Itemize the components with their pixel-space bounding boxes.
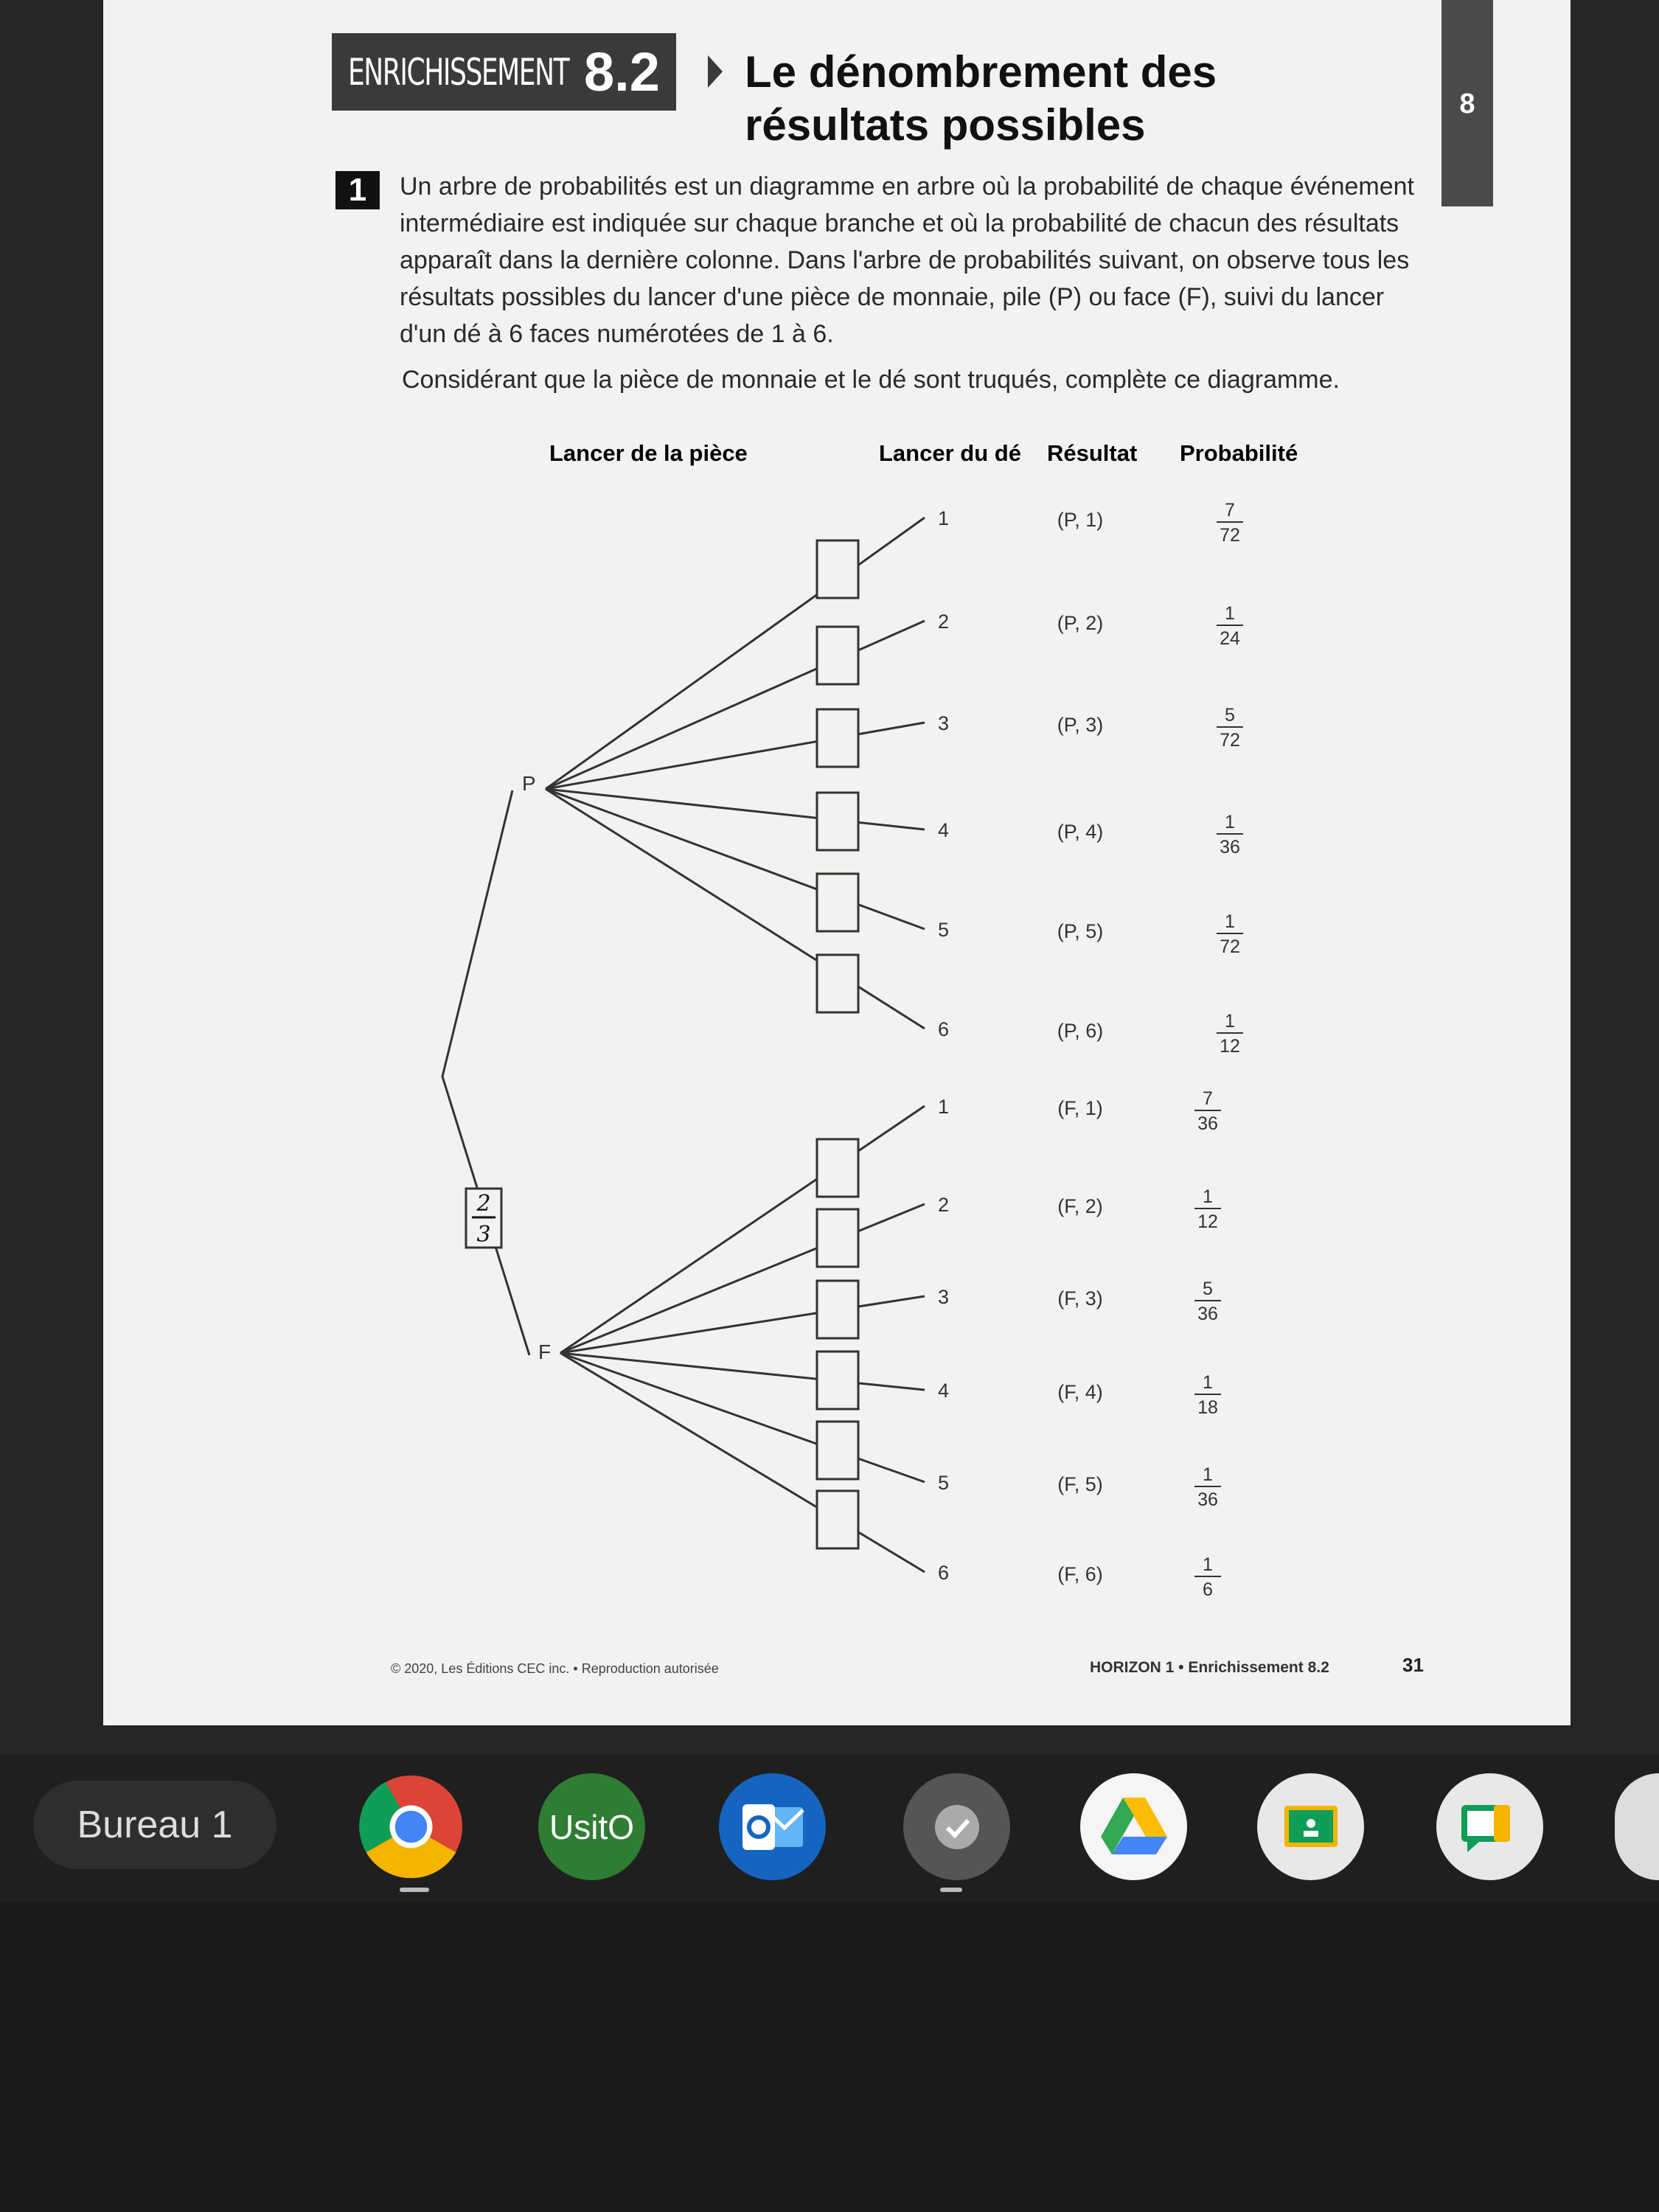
result-label: (F, 1): [1057, 1097, 1103, 1119]
probability-denominator: 24: [1220, 628, 1240, 649]
drive-icon[interactable]: [1080, 1773, 1187, 1880]
probability-numerator: 1: [1225, 911, 1235, 932]
probability-denominator: 6: [1203, 1579, 1213, 1600]
chapter-tab[interactable]: 8: [1441, 0, 1493, 206]
header-die: Lancer du dé: [879, 440, 1021, 466]
result-label: (F, 3): [1057, 1287, 1103, 1310]
die-face-label: 2: [938, 1194, 950, 1216]
usito-label: UsitO: [549, 1807, 634, 1846]
die-face-label: 1: [938, 1096, 950, 1118]
probability-numerator: 5: [1225, 705, 1235, 726]
probability-input-box[interactable]: [817, 874, 858, 931]
question-instruction: Considérant que la pièce de monnaie et le dé sont truqués, complète ce diagramme.: [402, 366, 1340, 394]
probability-denominator: 36: [1197, 1489, 1218, 1510]
tasks-active-indicator: [940, 1888, 962, 1892]
handwritten-numerator: 2: [476, 1191, 491, 1217]
probability-numerator: 1: [1203, 1186, 1213, 1207]
result-label: (P, 5): [1057, 920, 1104, 942]
tasks-icon[interactable]: [903, 1773, 1010, 1880]
handwritten-denominator: 3: [476, 1222, 491, 1248]
die-branch-line: [546, 621, 925, 789]
die-face-label: 4: [938, 819, 950, 841]
result-label: (P, 3): [1057, 714, 1104, 736]
outlook-icon[interactable]: [719, 1773, 826, 1880]
chrome-active-indicator: [400, 1888, 429, 1892]
probability-numerator: 5: [1203, 1279, 1213, 1299]
footer-book: HORIZON 1 • Enrichissement 8.2: [1090, 1659, 1329, 1676]
result-label: (F, 6): [1057, 1563, 1103, 1585]
handwritten-answer-box[interactable]: [466, 1189, 501, 1248]
probability-denominator: 72: [1220, 525, 1240, 546]
probability-numerator: 1: [1225, 812, 1235, 832]
probability-denominator: 18: [1197, 1397, 1218, 1418]
die-face-label: 4: [938, 1380, 950, 1402]
die-face-label: 2: [938, 611, 950, 633]
probability-denominator: 12: [1197, 1211, 1218, 1232]
header-coin: Lancer de la pièce: [549, 440, 748, 466]
badge-label: ENRICHISSEMENT: [348, 50, 569, 94]
probability-denominator: 36: [1197, 1304, 1218, 1324]
result-label: (F, 5): [1057, 1473, 1103, 1495]
probability-input-box[interactable]: [817, 1491, 858, 1548]
usito-icon[interactable]: [538, 1773, 645, 1880]
die-branch-line: [546, 518, 925, 789]
probability-denominator: 36: [1220, 837, 1240, 858]
probability-input-box[interactable]: [817, 793, 858, 850]
footer-page-number: 31: [1402, 1654, 1424, 1676]
die-face-label: 3: [938, 1286, 950, 1308]
die-face-label: 5: [938, 919, 950, 941]
coin-label-p: P: [522, 772, 536, 795]
probability-input-box[interactable]: [817, 540, 858, 598]
probability-input-box[interactable]: [817, 1209, 858, 1267]
result-label: (P, 4): [1057, 821, 1104, 843]
probability-denominator: 72: [1220, 936, 1240, 957]
chrome-icon[interactable]: [358, 1773, 465, 1880]
result-label: (F, 4): [1057, 1381, 1103, 1403]
question-intro: Un arbre de probabilités est un diagramme en arbre où la probabilité de chaque événement intermédiaire est indiquée sur chaque branche et où la probabilité de chacun des résultats apparaît dans la dernière colonne. Dans l'arbre de probabilités suivant, on observe tous les résultats possibles du lancer d'une pièce de monnaie, pile (P) ou face (F), suivi du lancer d'un dé à 6 faces numérotées de 1 à 6.: [400, 173, 1414, 348]
result-label: (P, 2): [1057, 612, 1104, 634]
probability-numerator: 7: [1225, 500, 1235, 521]
desk-switcher[interactable]: Bureau 1: [33, 1781, 276, 1869]
result-label: (P, 6): [1057, 1020, 1104, 1042]
die-branch-line: [546, 723, 925, 789]
page-title: Le dénombrement des résultats possibles: [745, 47, 1217, 150]
result-label: (P, 1): [1057, 509, 1104, 531]
die-face-label: 1: [938, 507, 950, 529]
probability-denominator: 12: [1220, 1036, 1240, 1057]
probability-input-box[interactable]: [817, 709, 858, 767]
coin-branch-lines: [442, 790, 529, 1355]
result-label: (F, 2): [1057, 1195, 1103, 1217]
probability-numerator: 1: [1203, 1372, 1213, 1393]
probability-numerator: 7: [1203, 1088, 1213, 1109]
probability-input-box[interactable]: [817, 1422, 858, 1479]
die-face-label: 3: [938, 712, 950, 734]
probability-input-box[interactable]: [817, 1281, 858, 1338]
die-face-label: 6: [938, 1562, 950, 1584]
probability-input-box[interactable]: [817, 627, 858, 684]
die-branch-line: [560, 1296, 925, 1353]
probability-numerator: 1: [1203, 1554, 1213, 1575]
probability-numerator: 1: [1203, 1464, 1213, 1485]
badge-number: 8.2: [584, 41, 660, 102]
header-probability: Probabilité: [1180, 440, 1298, 466]
probability-denominator: 36: [1197, 1113, 1218, 1134]
die-branch-line: [560, 1204, 925, 1353]
probability-numerator: 1: [1225, 1011, 1235, 1032]
probability-numerator: 1: [1225, 603, 1235, 624]
probability-input-box[interactable]: [817, 1352, 858, 1409]
header-result: Résultat: [1047, 440, 1138, 466]
probability-denominator: 72: [1220, 730, 1240, 751]
die-face-label: 6: [938, 1018, 950, 1040]
classroom-icon[interactable]: [1257, 1773, 1364, 1880]
probability-input-box[interactable]: [817, 955, 858, 1012]
die-branch-line: [560, 1106, 925, 1353]
coin-label-f: F: [538, 1340, 552, 1363]
probability-input-box[interactable]: [817, 1139, 858, 1197]
meet-icon[interactable]: [1436, 1773, 1543, 1880]
die-face-label: 5: [938, 1472, 950, 1494]
footer-copyright: © 2020, Les Éditions CEC inc. • Reproduction autorisée: [391, 1661, 719, 1676]
question-number: 1: [335, 171, 380, 209]
